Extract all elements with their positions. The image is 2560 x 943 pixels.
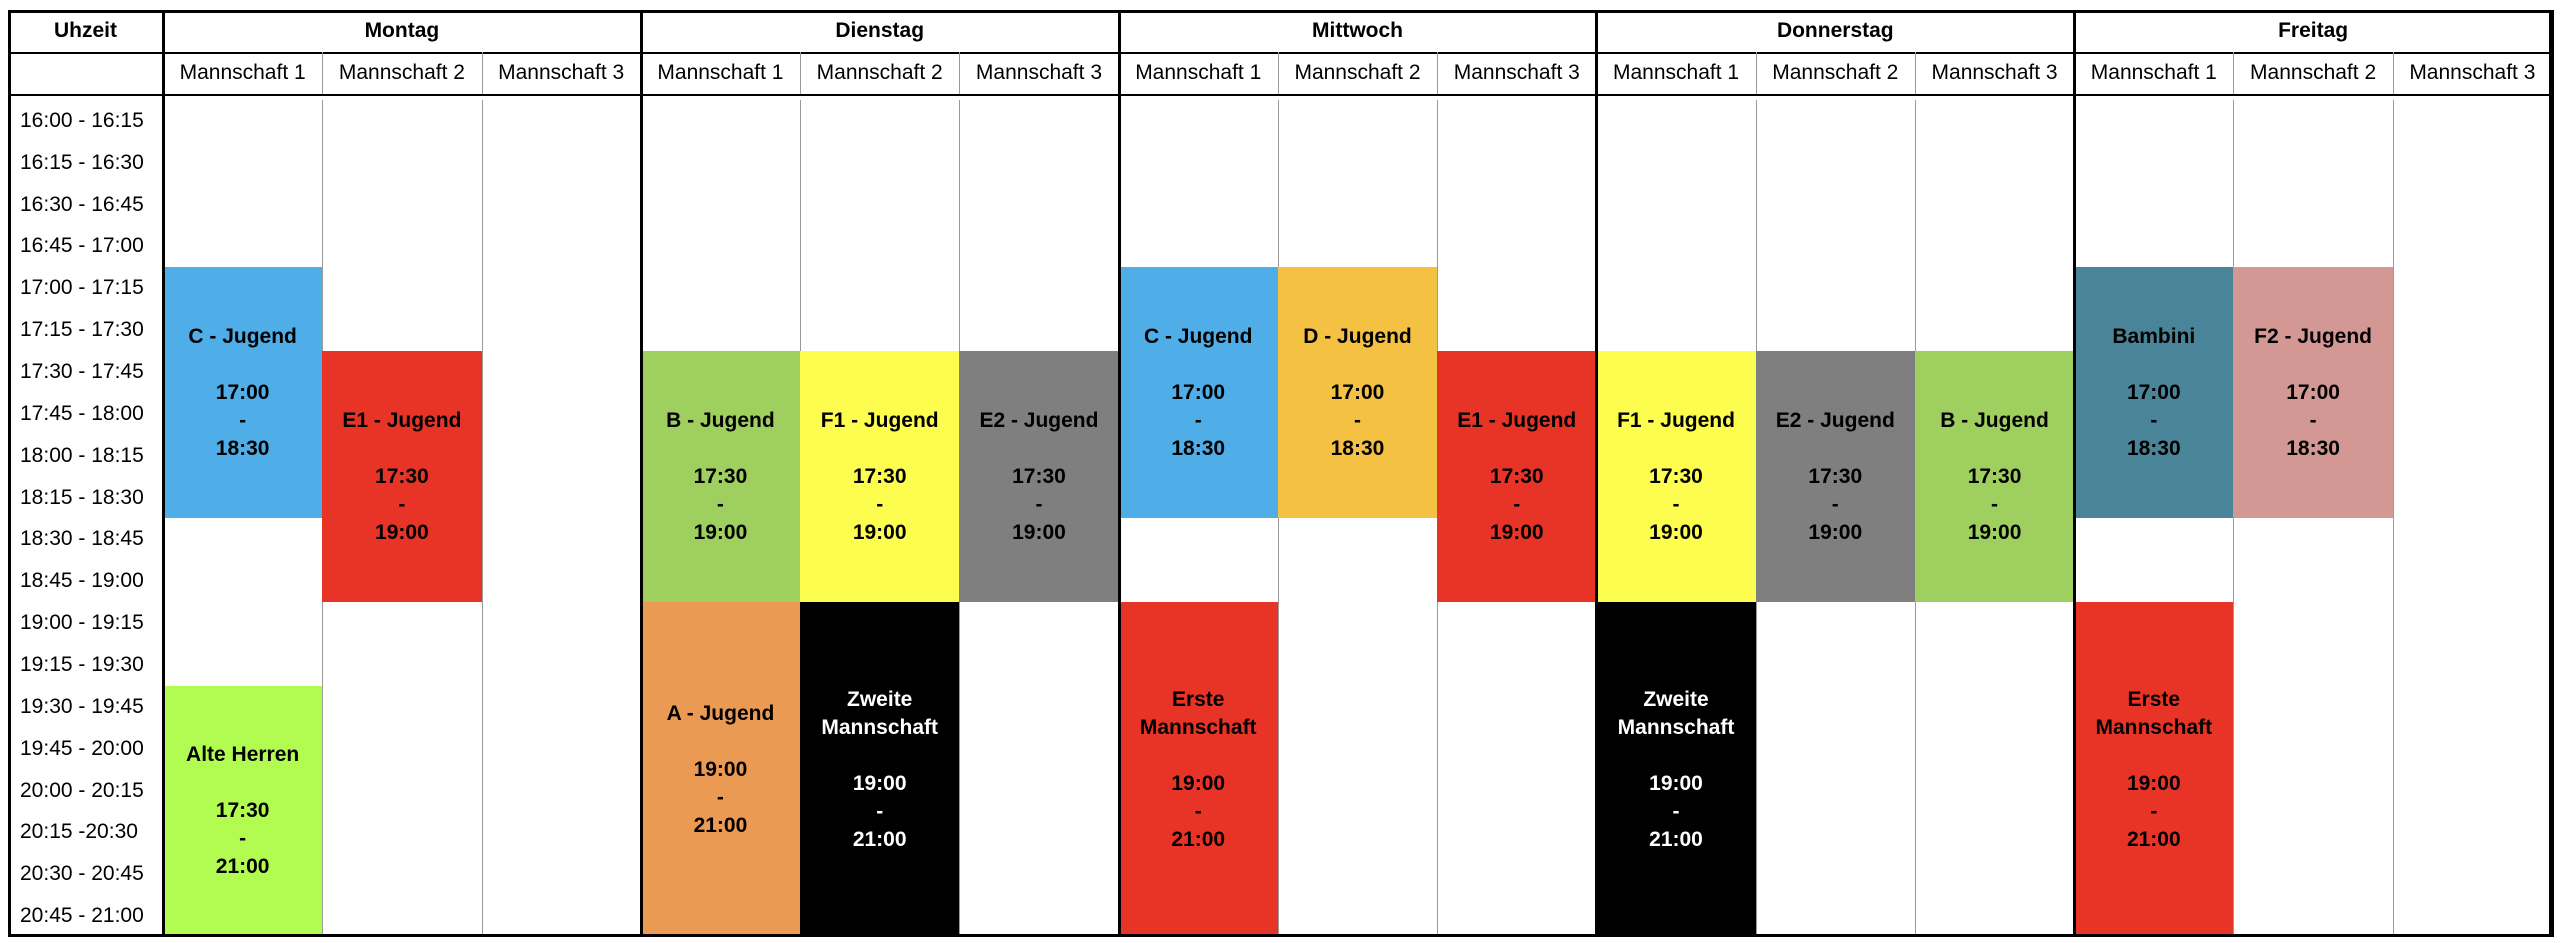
training-session-block [641, 351, 800, 602]
table-border-bottom [8, 934, 2552, 937]
team-column-divider [482, 100, 483, 937]
team-header-divider [1437, 52, 1438, 94]
session-time-separator: - [1513, 492, 1521, 516]
session-team-name: F1 - Jugend [1617, 408, 1735, 432]
training-session-block [1915, 351, 2074, 602]
session-start-time: 17:00 [1330, 380, 1385, 404]
session-start-time: 17:00 [215, 380, 270, 404]
session-end-time: 19:00 [1012, 520, 1066, 544]
training-session-block [163, 267, 322, 518]
time-slot-label: 17:15 - 17:30 [8, 309, 163, 351]
time-slot-label: 19:45 - 20:00 [8, 728, 163, 770]
session-team-name: E2 - Jugend [979, 408, 1099, 432]
session-time-separator: - [239, 827, 247, 851]
session-time-separator: - [1672, 492, 1680, 516]
session-start-time: 17:30 [1967, 464, 2022, 488]
session-start-time: 19:00 [693, 757, 748, 781]
team-column-divider [1278, 100, 1279, 937]
team-header: Mannschaft 3 [1437, 52, 1596, 94]
day-header-4: Freitag [2074, 10, 2552, 52]
time-slot-label: 20:15 -20:30 [8, 811, 163, 853]
session-team-name: Bambini [2112, 324, 2196, 348]
header-row-divider [8, 52, 2552, 54]
session-start-time: 17:00 [2126, 380, 2181, 404]
time-slot-label: 18:00 - 18:15 [8, 435, 163, 477]
session-team-name: F2 - Jugend [2254, 324, 2372, 348]
session-team-name: Zweite Mannschaft [1617, 687, 1735, 739]
session-team-name: C - Jugend [1143, 324, 1253, 348]
session-end-time: 18:30 [1171, 436, 1226, 460]
team-column-divider [2233, 100, 2234, 937]
team-header-divider [482, 52, 483, 94]
team-header: Mannschaft 3 [2393, 52, 2552, 94]
session-end-time: 21:00 [215, 855, 270, 879]
training-session-block [322, 351, 481, 602]
session-team-name: Erste Mannschaft [2095, 687, 2213, 739]
day-header-3: Donnerstag [1596, 10, 2074, 52]
session-time-separator: - [1194, 408, 1202, 432]
session-team-name: E1 - Jugend [342, 408, 462, 432]
team-header: Mannschaft 1 [1596, 52, 1755, 94]
session-team-name: B - Jugend [1940, 408, 2049, 432]
session-time-separator: - [1035, 492, 1043, 516]
training-session-block [1278, 267, 1437, 518]
session-end-time: 19:00 [1967, 520, 2022, 544]
session-time-separator: - [239, 408, 247, 432]
time-slot-label: 19:15 - 19:30 [8, 644, 163, 686]
session-start-time: 17:30 [852, 464, 907, 488]
day-column-divider [162, 10, 165, 937]
time-slot-label: 18:15 - 18:30 [8, 477, 163, 519]
day-column-divider [640, 10, 643, 937]
time-slot-label: 18:45 - 19:00 [8, 560, 163, 602]
day-header-0: Montag [163, 10, 641, 52]
session-start-time: 19:00 [852, 771, 907, 795]
table-border-top [8, 10, 2552, 13]
session-team-name: A - Jugend [666, 701, 775, 725]
team-header: Mannschaft 2 [1278, 52, 1437, 94]
session-end-time: 19:00 [693, 520, 748, 544]
session-start-time: 19:00 [2126, 771, 2181, 795]
session-time-separator: - [876, 492, 884, 516]
time-slot-label: 16:00 - 16:15 [8, 100, 163, 142]
session-team-name: B - Jugend [666, 408, 775, 432]
session-end-time: 21:00 [693, 813, 748, 837]
session-start-time: 17:30 [215, 799, 270, 823]
session-time-separator: - [1353, 408, 1361, 432]
training-session-block [1756, 351, 1915, 602]
team-header: Mannschaft 1 [641, 52, 800, 94]
training-session-block [2074, 602, 2233, 937]
time-slot-label: 16:15 - 16:30 [8, 142, 163, 184]
training-session-block [800, 602, 959, 937]
time-slot-label: 20:45 - 21:00 [8, 895, 163, 937]
session-time-separator: - [716, 785, 724, 809]
team-header-divider [1278, 52, 1279, 94]
team-header-divider [1756, 52, 1757, 94]
time-slot-label: 16:30 - 16:45 [8, 184, 163, 226]
training-session-block [1119, 602, 1278, 937]
time-slot-label: 20:00 - 20:15 [8, 770, 163, 812]
team-header: Mannschaft 1 [163, 52, 322, 94]
training-session-block [641, 602, 800, 937]
session-end-time: 18:30 [2286, 436, 2340, 460]
session-time-separator: - [2150, 799, 2158, 823]
team-header-divider [2393, 52, 2394, 94]
session-start-time: 17:00 [1171, 380, 1226, 404]
team-header-divider [959, 52, 960, 94]
time-slot-label: 17:00 - 17:15 [8, 267, 163, 309]
training-session-block [1596, 351, 1755, 602]
team-header: Mannschaft 2 [1756, 52, 1915, 94]
training-session-block [1596, 602, 1755, 937]
session-end-time: 21:00 [2126, 827, 2181, 851]
session-start-time: 17:30 [375, 464, 429, 488]
session-team-name: Zweite Mannschaft [821, 687, 939, 739]
session-start-time: 19:00 [1171, 771, 1226, 795]
time-slot-label: 19:30 - 19:45 [8, 686, 163, 728]
team-header: Mannschaft 1 [1119, 52, 1278, 94]
team-header-divider [1915, 52, 1916, 94]
session-time-separator: - [2309, 408, 2317, 432]
session-start-time: 17:30 [1489, 464, 1544, 488]
team-column-divider [2393, 100, 2394, 937]
day-header-2: Mittwoch [1119, 10, 1597, 52]
session-time-separator: - [2150, 408, 2158, 432]
session-end-time: 19:00 [852, 520, 907, 544]
session-time-separator: - [876, 799, 884, 823]
session-team-name: E1 - Jugend [1457, 408, 1577, 432]
time-slot-label: 19:00 - 19:15 [8, 602, 163, 644]
training-session-block [800, 351, 959, 602]
session-end-time: 18:30 [215, 436, 270, 460]
session-end-time: 19:00 [1649, 520, 1703, 544]
session-start-time: 17:30 [693, 464, 748, 488]
session-time-separator: - [1991, 492, 1999, 516]
day-column-divider [1595, 10, 1598, 937]
session-start-time: 17:00 [2286, 380, 2340, 404]
session-time-separator: - [1831, 492, 1839, 516]
session-end-time: 21:00 [852, 827, 907, 851]
team-header: Mannschaft 3 [482, 52, 641, 94]
session-end-time: 18:30 [1330, 436, 1385, 460]
time-slot-label: 18:30 - 18:45 [8, 519, 163, 561]
team-header: Mannschaft 2 [322, 52, 481, 94]
session-time-separator: - [716, 492, 724, 516]
time-slot-label: 16:45 - 17:00 [8, 226, 163, 268]
session-end-time: 19:00 [375, 520, 429, 544]
time-slot-label: 17:30 - 17:45 [8, 351, 163, 393]
time-slot-label: 17:45 - 18:00 [8, 393, 163, 435]
time-column-header: Uhzeit [8, 10, 163, 52]
session-team-name: C - Jugend [188, 324, 297, 348]
team-header: Mannschaft 3 [1915, 52, 2074, 94]
training-session-block [2233, 267, 2392, 518]
team-header-divider [800, 52, 801, 94]
session-end-time: 21:00 [1649, 827, 1703, 851]
session-start-time: 17:30 [1649, 464, 1703, 488]
session-start-time: 17:30 [1808, 464, 1863, 488]
team-header: Mannschaft 3 [959, 52, 1118, 94]
team-header: Mannschaft 2 [2233, 52, 2392, 94]
session-time-separator: - [1672, 799, 1680, 823]
session-team-name: E2 - Jugend [1775, 408, 1895, 432]
table-border-right [2549, 10, 2552, 937]
day-header-1: Dienstag [641, 10, 1119, 52]
day-column-divider [1118, 10, 1121, 937]
training-session-block [2074, 267, 2233, 518]
day-column-divider [2073, 10, 2076, 937]
header-row-divider [8, 94, 2552, 96]
session-start-time: 19:00 [1649, 771, 1703, 795]
training-session-block [163, 686, 322, 937]
training-session-block [1119, 267, 1278, 518]
time-slot-label: 20:30 - 20:45 [8, 853, 163, 895]
session-time-separator: - [398, 492, 406, 516]
session-team-name: F1 - Jugend [820, 408, 939, 432]
session-time-separator: - [1194, 799, 1202, 823]
session-end-time: 18:30 [2126, 436, 2181, 460]
team-header: Mannschaft 2 [800, 52, 959, 94]
session-end-time: 19:00 [1808, 520, 1863, 544]
session-end-time: 19:00 [1489, 520, 1544, 544]
session-team-name: D - Jugend [1303, 324, 1412, 348]
training-session-block [959, 351, 1118, 602]
training-session-block [1437, 351, 1596, 602]
team-header-divider [322, 52, 323, 94]
session-end-time: 21:00 [1171, 827, 1226, 851]
team-header-divider [2233, 52, 2234, 94]
team-header: Mannschaft 1 [2074, 52, 2233, 94]
table-border-left [8, 10, 11, 937]
session-start-time: 17:30 [1012, 464, 1066, 488]
session-team-name: Alte Herren [186, 743, 300, 767]
session-team-name: Erste Mannschaft [1139, 687, 1257, 739]
